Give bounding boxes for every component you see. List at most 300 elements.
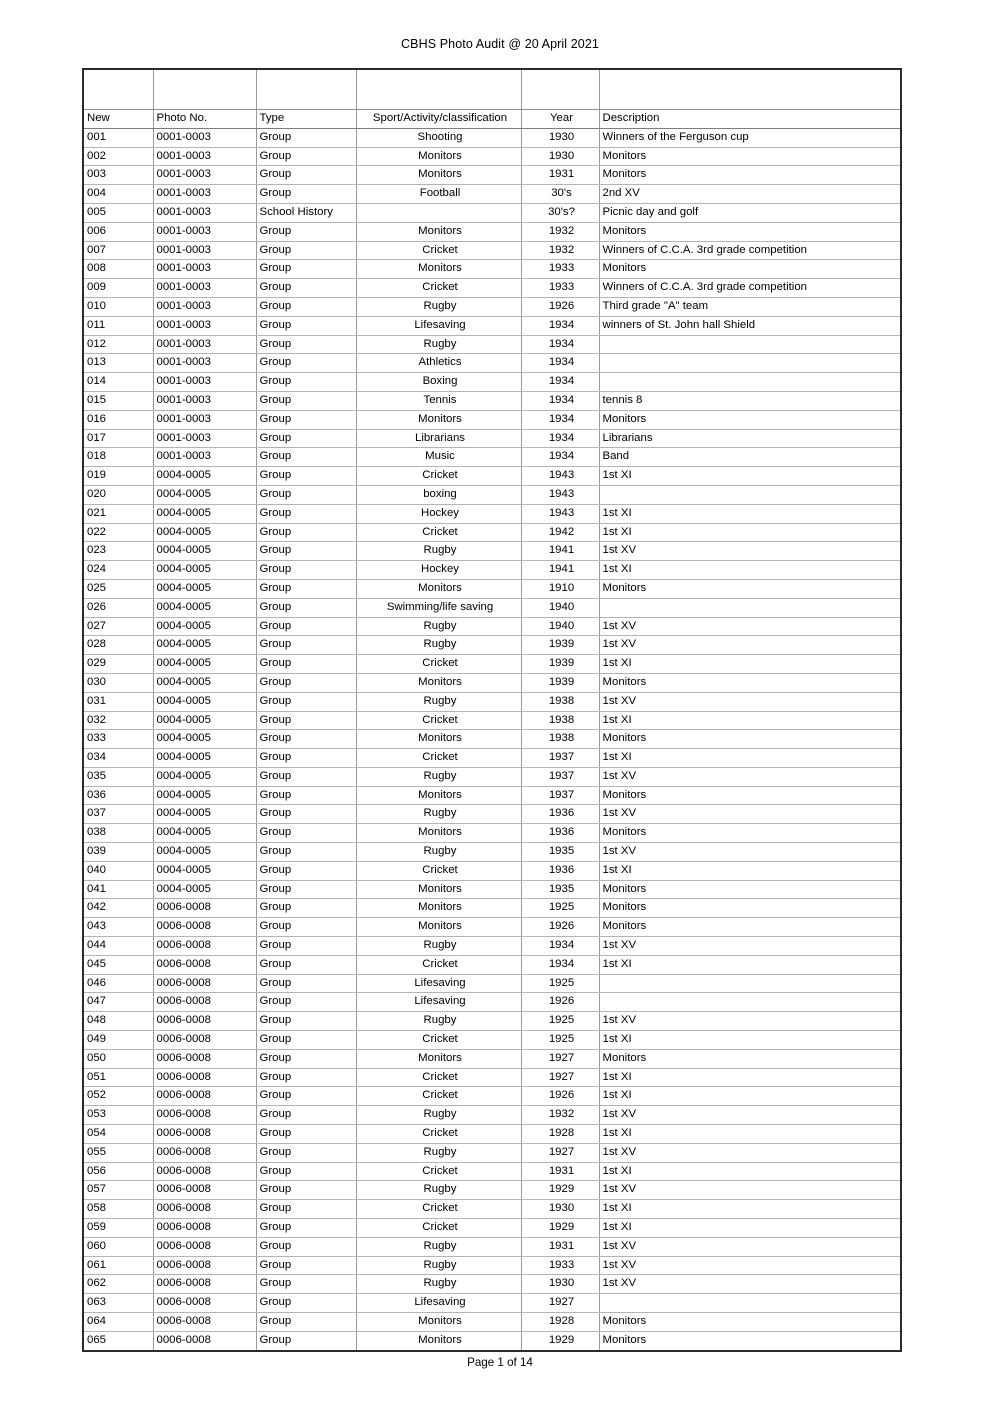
cell-new: 043 (83, 918, 153, 937)
cell-year: 1926 (521, 918, 599, 937)
cell-year: 1938 (521, 730, 599, 749)
cell-type: Group (256, 1181, 356, 1200)
cell-year: 1930 (521, 1200, 599, 1219)
cell-desc (599, 974, 901, 993)
cell-new: 060 (83, 1237, 153, 1256)
cell-new: 015 (83, 391, 153, 410)
cell-photo: 0001-0003 (153, 354, 256, 373)
cell-sport: Rugby (356, 542, 521, 561)
cell-sport: Rugby (356, 843, 521, 862)
table-row (83, 354, 901, 373)
cell-sport: Monitors (356, 222, 521, 241)
cell-photo: 0004-0005 (153, 485, 256, 504)
cell-photo: 0004-0005 (153, 617, 256, 636)
table-row (83, 918, 901, 937)
cell-new: 028 (83, 636, 153, 655)
table-row (83, 523, 901, 542)
column-header-year: Year (521, 110, 599, 129)
cell-year: 30's? (521, 203, 599, 222)
cell-desc: Monitors (599, 579, 901, 598)
table-row (83, 993, 901, 1012)
cell-photo: 0006-0008 (153, 1143, 256, 1162)
table-spacer-row (83, 69, 901, 110)
cell-type: Group (256, 1106, 356, 1125)
cell-year: 1932 (521, 1106, 599, 1125)
column-header-desc: Description (599, 110, 901, 129)
table-row (83, 786, 901, 805)
cell-sport: Monitors (356, 1049, 521, 1068)
table-row (83, 467, 901, 486)
table-row (83, 843, 901, 862)
column-header-new: New (83, 110, 153, 129)
cell-sport: Cricket (356, 955, 521, 974)
table-body (83, 69, 901, 1351)
cell-type: Group (256, 786, 356, 805)
cell-type: Group (256, 1162, 356, 1181)
cell-photo: 0006-0008 (153, 1012, 256, 1031)
cell-desc: winners of St. John hall Shield (599, 316, 901, 335)
cell-new: 057 (83, 1181, 153, 1200)
cell-year: 1931 (521, 166, 599, 185)
cell-type: Group (256, 542, 356, 561)
table-row (83, 147, 901, 166)
table-row (83, 1031, 901, 1050)
cell-sport: Hockey (356, 504, 521, 523)
cell-sport: Music (356, 448, 521, 467)
cell-new: 049 (83, 1031, 153, 1050)
cell-desc: 1st XI (599, 523, 901, 542)
cell-desc: Monitors (599, 824, 901, 843)
table-row (83, 579, 901, 598)
cell-sport (356, 203, 521, 222)
cell-year: 1933 (521, 279, 599, 298)
table-row (83, 203, 901, 222)
table-row (83, 1143, 901, 1162)
cell-type: Group (256, 730, 356, 749)
table-row (83, 805, 901, 824)
cell-new: 010 (83, 297, 153, 316)
cell-type: Group (256, 429, 356, 448)
cell-type: Group (256, 485, 356, 504)
table-row (83, 542, 901, 561)
table-row (83, 1331, 901, 1350)
page-title: CBHS Photo Audit @ 20 April 2021 (401, 37, 599, 51)
cell-photo: 0001-0003 (153, 128, 256, 147)
table-row (83, 504, 901, 523)
table-row (83, 1012, 901, 1031)
cell-type: Group (256, 1313, 356, 1332)
table-row (83, 899, 901, 918)
table-row (83, 937, 901, 956)
cell-desc: 1st XV (599, 1012, 901, 1031)
cell-photo: 0006-0008 (153, 1181, 256, 1200)
cell-sport: Boxing (356, 373, 521, 392)
cell-year: 1927 (521, 1294, 599, 1313)
cell-sport: Cricket (356, 1219, 521, 1238)
cell-sport: boxing (356, 485, 521, 504)
cell-photo: 0006-0008 (153, 1200, 256, 1219)
cell-photo: 0004-0005 (153, 843, 256, 862)
cell-desc: Winners of C.C.A. 3rd grade competition (599, 241, 901, 260)
table-row (83, 861, 901, 880)
cell-type: Group (256, 805, 356, 824)
cell-photo: 0006-0008 (153, 937, 256, 956)
cell-sport: Monitors (356, 579, 521, 598)
cell-desc: Third grade "A" team (599, 297, 901, 316)
cell-year: 1934 (521, 448, 599, 467)
cell-year: 1926 (521, 297, 599, 316)
table-row (83, 561, 901, 580)
cell-year: 1942 (521, 523, 599, 542)
cell-sport: Rugby (356, 1143, 521, 1162)
cell-sport: Cricket (356, 861, 521, 880)
cell-new: 046 (83, 974, 153, 993)
cell-desc (599, 993, 901, 1012)
cell-sport: Monitors (356, 1331, 521, 1350)
cell-type: Group (256, 880, 356, 899)
cell-type: Group (256, 448, 356, 467)
table-row (83, 1294, 901, 1313)
cell-photo: 0004-0005 (153, 786, 256, 805)
cell-new: 006 (83, 222, 153, 241)
cell-type: Group (256, 467, 356, 486)
cell-sport: Cricket (356, 523, 521, 542)
cell-desc: 1st XI (599, 1219, 901, 1238)
cell-new: 039 (83, 843, 153, 862)
cell-photo: 0006-0008 (153, 899, 256, 918)
cell-photo: 0004-0005 (153, 467, 256, 486)
cell-sport: Cricket (356, 1087, 521, 1106)
cell-year: 1939 (521, 636, 599, 655)
cell-new: 024 (83, 561, 153, 580)
table-row (83, 279, 901, 298)
cell-desc: 1st XI (599, 861, 901, 880)
cell-desc: Monitors (599, 147, 901, 166)
cell-desc: Monitors (599, 1049, 901, 1068)
cell-desc: Monitors (599, 786, 901, 805)
cell-type: School History (256, 203, 356, 222)
cell-type: Group (256, 128, 356, 147)
cell-desc: 1st XV (599, 937, 901, 956)
cell-year: 1938 (521, 692, 599, 711)
cell-desc: 1st XV (599, 767, 901, 786)
cell-year: 1934 (521, 354, 599, 373)
cell-year: 1929 (521, 1219, 599, 1238)
cell-sport: Monitors (356, 166, 521, 185)
cell-sport: Cricket (356, 749, 521, 768)
cell-sport: Rugby (356, 692, 521, 711)
cell-photo: 0006-0008 (153, 955, 256, 974)
cell-type: Group (256, 655, 356, 674)
cell-photo: 0004-0005 (153, 692, 256, 711)
cell-sport: Cricket (356, 467, 521, 486)
cell-sport: Cricket (356, 279, 521, 298)
cell-year: 1927 (521, 1143, 599, 1162)
cell-sport: Rugby (356, 805, 521, 824)
cell-year: 1939 (521, 655, 599, 674)
cell-type: Group (256, 617, 356, 636)
table-row (83, 673, 901, 692)
cell-year: 1934 (521, 410, 599, 429)
table-row (83, 824, 901, 843)
cell-sport: Lifesaving (356, 316, 521, 335)
photo-audit-table (82, 68, 902, 1352)
table-row (83, 1181, 901, 1200)
cell-type: Group (256, 579, 356, 598)
cell-year: 1934 (521, 316, 599, 335)
cell-new: 035 (83, 767, 153, 786)
cell-photo: 0004-0005 (153, 655, 256, 674)
cell-sport: Football (356, 185, 521, 204)
cell-type: Group (256, 711, 356, 730)
cell-year: 1930 (521, 128, 599, 147)
table-row (83, 410, 901, 429)
cell-new: 027 (83, 617, 153, 636)
cell-sport: Monitors (356, 786, 521, 805)
cell-desc: 1st XV (599, 1143, 901, 1162)
cell-photo: 0006-0008 (153, 974, 256, 993)
cell-new: 042 (83, 899, 153, 918)
table-row (83, 692, 901, 711)
cell-photo: 0006-0008 (153, 1275, 256, 1294)
cell-photo: 0006-0008 (153, 1068, 256, 1087)
table-row (83, 1200, 901, 1219)
cell-desc: Monitors (599, 673, 901, 692)
cell-type: Group (256, 260, 356, 279)
cell-sport: Monitors (356, 730, 521, 749)
cell-type: Group (256, 673, 356, 692)
cell-desc: 1st XV (599, 1106, 901, 1125)
cell-year: 1926 (521, 993, 599, 1012)
cell-desc: 1st XI (599, 1125, 901, 1144)
cell-desc (599, 335, 901, 354)
cell-type: Group (256, 1031, 356, 1050)
cell-photo: 0001-0003 (153, 203, 256, 222)
table-row (83, 636, 901, 655)
cell-photo: 0006-0008 (153, 1219, 256, 1238)
cell-type: Group (256, 316, 356, 335)
cell-type: Group (256, 147, 356, 166)
cell-new: 058 (83, 1200, 153, 1219)
cell-photo: 0006-0008 (153, 1125, 256, 1144)
cell-year: 1941 (521, 561, 599, 580)
cell-desc (599, 373, 901, 392)
cell-photo: 0001-0003 (153, 410, 256, 429)
cell-type: Group (256, 861, 356, 880)
cell-photo: 0006-0008 (153, 1256, 256, 1275)
cell-year: 1934 (521, 937, 599, 956)
cell-type: Group (256, 222, 356, 241)
cell-new: 021 (83, 504, 153, 523)
table-row (83, 260, 901, 279)
table-row (83, 617, 901, 636)
cell-new: 056 (83, 1162, 153, 1181)
cell-photo: 0001-0003 (153, 279, 256, 298)
table-row (83, 1106, 901, 1125)
table-row (83, 241, 901, 260)
cell-photo: 0006-0008 (153, 1162, 256, 1181)
cell-year: 1938 (521, 711, 599, 730)
cell-photo: 0001-0003 (153, 335, 256, 354)
column-header-photo: Photo No. (153, 110, 256, 129)
cell-year: 1931 (521, 1162, 599, 1181)
cell-desc: 1st XI (599, 655, 901, 674)
cell-year: 1925 (521, 1031, 599, 1050)
cell-sport: Monitors (356, 899, 521, 918)
cell-sport: Cricket (356, 1031, 521, 1050)
cell-photo: 0004-0005 (153, 749, 256, 768)
cell-sport: Rugby (356, 636, 521, 655)
cell-type: Group (256, 1237, 356, 1256)
table-row (83, 767, 901, 786)
cell-type: Group (256, 1256, 356, 1275)
cell-desc: Monitors (599, 730, 901, 749)
cell-year: 1925 (521, 974, 599, 993)
cell-photo: 0004-0005 (153, 805, 256, 824)
cell-type: Group (256, 937, 356, 956)
cell-new: 045 (83, 955, 153, 974)
cell-type: Group (256, 899, 356, 918)
cell-new: 061 (83, 1256, 153, 1275)
column-header-sport: Sport/Activity/classification (356, 110, 521, 129)
cell-type: Group (256, 993, 356, 1012)
table-row (83, 974, 901, 993)
cell-photo: 0006-0008 (153, 993, 256, 1012)
cell-sport: Lifesaving (356, 1294, 521, 1313)
cell-year: 1940 (521, 617, 599, 636)
cell-type: Group (256, 1200, 356, 1219)
cell-photo: 0006-0008 (153, 1294, 256, 1313)
cell-sport: Cricket (356, 655, 521, 674)
cell-sport: Rugby (356, 1256, 521, 1275)
cell-new: 048 (83, 1012, 153, 1031)
cell-desc: 1st XV (599, 617, 901, 636)
table-row (83, 1256, 901, 1275)
cell-type: Group (256, 824, 356, 843)
cell-desc: 1st XI (599, 955, 901, 974)
cell-year: 1929 (521, 1331, 599, 1350)
cell-photo: 0004-0005 (153, 880, 256, 899)
cell-photo: 0004-0005 (153, 579, 256, 598)
cell-sport: Shooting (356, 128, 521, 147)
cell-type: Group (256, 1294, 356, 1313)
cell-sport: Cricket (356, 1125, 521, 1144)
cell-new: 030 (83, 673, 153, 692)
cell-sport: Cricket (356, 711, 521, 730)
cell-sport: Cricket (356, 1162, 521, 1181)
cell-year: 1934 (521, 391, 599, 410)
cell-year: 1933 (521, 1256, 599, 1275)
table-row (83, 598, 901, 617)
cell-year: 1940 (521, 598, 599, 617)
cell-year: 1934 (521, 955, 599, 974)
cell-desc: 1st XI (599, 1031, 901, 1050)
cell-sport: Rugby (356, 1237, 521, 1256)
cell-sport: Monitors (356, 1313, 521, 1332)
cell-desc: 1st XI (599, 504, 901, 523)
cell-type: Group (256, 1331, 356, 1350)
table-row (83, 749, 901, 768)
cell-type: Group (256, 410, 356, 429)
table-row (83, 335, 901, 354)
cell-photo: 0006-0008 (153, 1049, 256, 1068)
cell-desc: 1st XV (599, 542, 901, 561)
cell-desc: Monitors (599, 222, 901, 241)
cell-new: 016 (83, 410, 153, 429)
cell-new: 031 (83, 692, 153, 711)
cell-new: 055 (83, 1143, 153, 1162)
spacer-cell-photo (153, 69, 256, 110)
cell-desc: 1st XV (599, 1275, 901, 1294)
cell-photo: 0001-0003 (153, 222, 256, 241)
cell-year: 1927 (521, 1068, 599, 1087)
table-row (83, 1275, 901, 1294)
cell-year: 1926 (521, 1087, 599, 1106)
cell-new: 008 (83, 260, 153, 279)
cell-new: 059 (83, 1219, 153, 1238)
cell-year: 1937 (521, 767, 599, 786)
cell-photo: 0001-0003 (153, 429, 256, 448)
cell-desc (599, 354, 901, 373)
cell-desc: 1st XV (599, 1256, 901, 1275)
cell-photo: 0001-0003 (153, 448, 256, 467)
cell-year: 1934 (521, 373, 599, 392)
cell-type: Group (256, 749, 356, 768)
cell-type: Group (256, 354, 356, 373)
cell-year: 30's (521, 185, 599, 204)
cell-photo: 0001-0003 (153, 316, 256, 335)
cell-year: 1931 (521, 1237, 599, 1256)
cell-sport: Monitors (356, 880, 521, 899)
cell-new: 018 (83, 448, 153, 467)
cell-year: 1936 (521, 805, 599, 824)
table-row (83, 166, 901, 185)
cell-desc: 1st XV (599, 636, 901, 655)
cell-sport: Rugby (356, 1181, 521, 1200)
cell-photo: 0006-0008 (153, 1106, 256, 1125)
cell-photo: 0006-0008 (153, 918, 256, 937)
table-row (83, 128, 901, 147)
cell-photo: 0004-0005 (153, 561, 256, 580)
cell-type: Group (256, 636, 356, 655)
table-row (83, 1087, 901, 1106)
cell-sport: Rugby (356, 767, 521, 786)
table-row (83, 1049, 901, 1068)
cell-sport: Cricket (356, 241, 521, 260)
cell-desc: Monitors (599, 166, 901, 185)
spacer-cell-desc (599, 69, 901, 110)
table-row (83, 391, 901, 410)
table-header-row (83, 110, 901, 129)
cell-type: Group (256, 185, 356, 204)
cell-year: 1910 (521, 579, 599, 598)
cell-new: 029 (83, 655, 153, 674)
cell-sport: Rugby (356, 1012, 521, 1031)
cell-new: 050 (83, 1049, 153, 1068)
cell-year: 1943 (521, 467, 599, 486)
cell-type: Group (256, 767, 356, 786)
cell-desc: Band (599, 448, 901, 467)
cell-desc: Monitors (599, 880, 901, 899)
table-row (83, 655, 901, 674)
cell-sport: Rugby (356, 297, 521, 316)
cell-year: 1932 (521, 241, 599, 260)
cell-desc: tennis 8 (599, 391, 901, 410)
column-header-type: Type (256, 110, 356, 129)
cell-new: 007 (83, 241, 153, 260)
cell-new: 025 (83, 579, 153, 598)
cell-year: 1941 (521, 542, 599, 561)
